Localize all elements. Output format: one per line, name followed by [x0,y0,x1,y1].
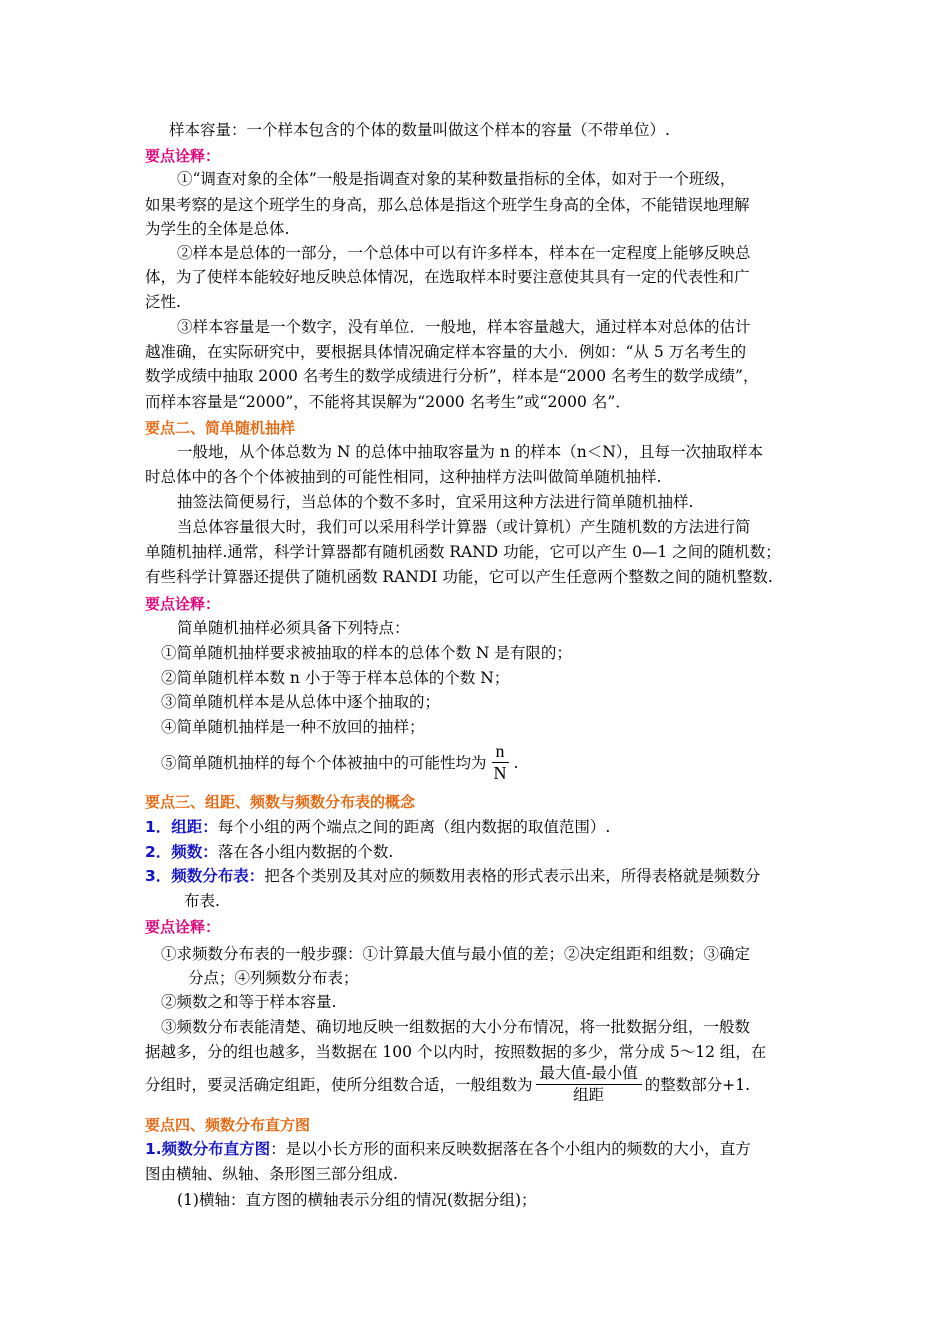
section-2-heading: 要点二、简单随机抽样 [145,419,296,437]
calculator-method-line-1: 当总体容量很大时，我们可以采用科学计算器（或计算机）产生随机数的方法进行简 [177,518,751,536]
frequency-sum-note: ②频数之和等于样本容量. [161,993,337,1011]
term-frequency-table: 频数分布表： [171,867,265,885]
section-3-heading: 要点三、组距、频数与频数分布表的概念 [145,793,416,811]
table-note-line-2: 据越多，分的组也越多，当数据在 100 个以内时，按照数据的多少，常分成 5～12 组，在 [145,1043,767,1061]
term-histogram: 1.频数分布直方图 [145,1140,271,1158]
frequency-table-text: 把各个类别及其对应的频数用表格的形式表示出来，所得表格就是频数分 [264,867,761,885]
term-class-width: 组距： [171,818,218,836]
frequency-table-text-cont: 布表. [184,892,220,910]
histogram-definition-line-1 [145,1139,751,1159]
key-point-note-heading-3: 要点诠释： [145,918,221,936]
group-count-numerator: 最大值-最小值 [536,1064,642,1085]
note-1-line-3: 为学生的全体是总体. [145,220,290,238]
table-note-line-3-end: 的整数部分+1. [644,1075,751,1094]
calculator-method-line-3: 有些科学计算器还提供了随机函数 RANDI 功能，它可以产生任意两个整数之间的随机整数. [145,568,773,586]
note-1-line-1: ①“调查对象的全体”一般是指调查对象的某种数量指标的全体，如对于一个班级， [177,170,736,188]
histogram-definition-line-2: 图由横轴、纵轴、条形图三部分组成. [145,1165,398,1183]
srs-definition-line-1: 一般地，从个体总数为 N 的总体中抽取容量为 n 的样本（n＜N），且每一次抽取样本 [177,443,764,461]
table-steps-line-1: ①求频数分布表的一般步骤：①计算最大值与最小值的差；②决定组距和组数；③确定 [161,945,751,963]
histogram-definition-text: ：是以小长方形的面积来反映数据落在各个小组内的频数的大小，直方 [270,1140,751,1158]
item-2-number: 2． [145,843,172,861]
calculator-method-line-2: 单随机抽样.通常，科学计算器都有随机函数 RAND 功能，它可以产生 0—1 之间的随机数； [145,543,781,561]
histogram-horizontal-axis: (1)横轴：直方图的横轴表示分组的情况(数据分组)； [177,1191,537,1209]
definition-frequency [145,842,393,862]
note-2-line-1: ②样本是总体的一部分，一个总体中可以有许多样本，样本在一定程度上能够反映总 [177,244,751,262]
srs-definition-line-2: 时总体中的各个个体被抽到的可能性相同，这种抽样方法叫做简单随机抽样. [145,468,662,486]
srs-feature-3: ③简单随机样本是从总体中逐个抽取的； [161,693,441,711]
srs-feature-2: ②简单随机样本数 n 小于等于样本总体的个数 N； [161,669,510,687]
probability-fraction [490,742,511,783]
note-2-line-2: 体，为了使样本能较好地反映总体情况，在选取样本时要注意使其具有一定的代表性和广 [145,268,750,286]
srs-feature-4: ④简单随机抽样是一种不放回的抽样； [161,718,425,736]
fraction-denominator: N [493,763,507,783]
note-3-line-2: 越准确，在实际研究中，要根据具体情况确定样本容量的大小．例如：“从 5 万名考生的 [145,343,747,361]
srs-feature-5 [161,742,518,783]
note-3-line-1: ③样本容量是一个数字，没有单位．一般地，样本容量越大，通过样本对总体的估计 [177,318,751,336]
lottery-method: 抽签法简便易行，当总体的个数不多时，宜采用这种方法进行简单随机抽样. [177,493,694,511]
note-3-line-4: 而样本容量是“2000”，不能将其误解为“2000 名考生”或“2000 名”． [145,393,631,411]
item-1-number: 1． [145,818,172,836]
note-3-line-3: 数学成绩中抽取 2000 名考生的数学成绩进行分析”，样本是“2000 名考生的数学成绩”， [145,367,759,385]
srs-feature-1: ①简单随机抽样要求被抽取的样本的总体个数 N 是有限的； [161,644,572,662]
group-count-fraction [536,1064,642,1105]
srs-feature-5-end: . [513,753,519,772]
table-note-line-1: ③频数分布表能清楚、确切地反映一组数据的大小分布情况，将一批数据分组，一般数 [161,1018,751,1036]
definition-class-width [145,817,610,837]
note-1-line-2: 如果考察的是这个班学生的身高，那么总体是指这个班学生身高的全体，不能错误地理解 [145,196,750,214]
sample-size-definition: 样本容量：一个样本包含的个体的数量叫做这个样本的容量（不带单位）. [169,121,670,139]
note-2-line-3: 泛性. [145,293,181,311]
group-count-denominator: 组距 [573,1086,605,1104]
frequency-text: 落在各小组内数据的个数. [217,843,394,861]
section-4-heading: 要点四、频数分布直方图 [145,1116,311,1134]
table-steps-line-2: 分点；④列频数分布表； [188,969,359,987]
item-3-number: 3． [145,867,172,885]
key-point-note-heading-1: 要点诠释： [145,147,221,165]
table-note-line-3 [145,1064,750,1105]
srs-features-intro: 简单随机抽样必须具备下列特点： [177,619,410,637]
table-note-line-3-text: 分组时，要灵活确定组距，使所分组数合适，一般组数为 [145,1075,533,1094]
srs-feature-5-text: ⑤简单随机抽样的每个个体被抽中的可能性均为 [161,753,487,772]
fraction-numerator: n [492,742,509,763]
term-frequency: 频数： [171,843,218,861]
class-width-text: 每个小组的两个端点之间的距离（组内数据的取值范围）. [217,818,611,836]
key-point-note-heading-2: 要点诠释： [145,595,221,613]
definition-frequency-table [145,866,760,886]
